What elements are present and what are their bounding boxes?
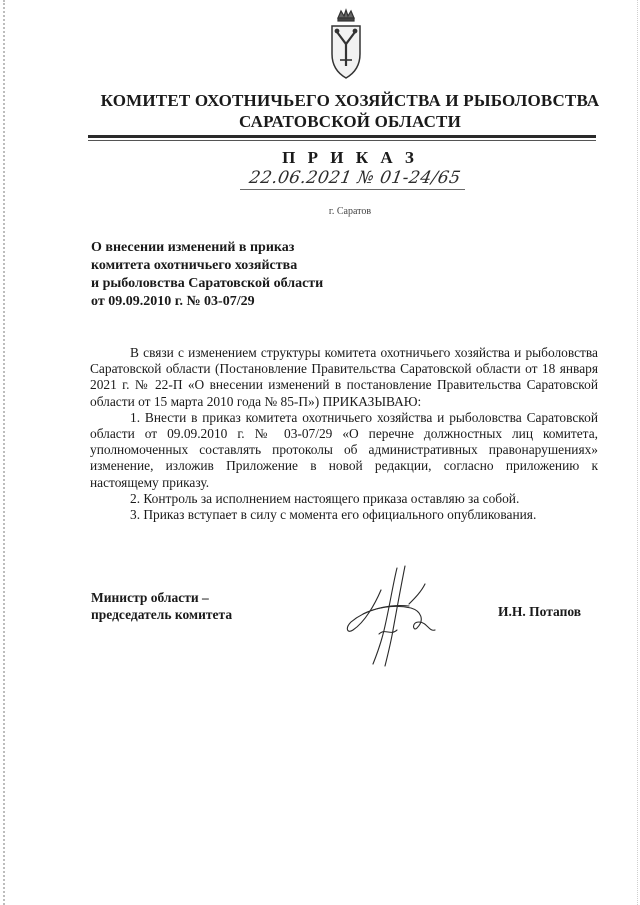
- date-and-number-handwritten: 22.06.2021 № 01-24/65: [247, 168, 463, 188]
- header-divider: [88, 135, 596, 138]
- document-body: [90, 345, 598, 523]
- document-title: [91, 239, 381, 311]
- position-line: Министр области –: [91, 590, 209, 605]
- header-divider-thin: [88, 140, 596, 141]
- city-label: г. Саратов: [328, 206, 372, 217]
- body-paragraph-item2: 2. Контроль за исполнением настоящего приказа оставляю за собой.: [130, 490, 520, 506]
- coat-of-arms-icon: [326, 8, 366, 82]
- body-paragraph-preamble: В связи с изменением структуры комитета охотничьего хозяйства и рыболовства Саратовской области (Постановление Правительства Саратовской области от 18 января 2021 г. № 22-П «О внесении изменений в постановление Правительства Саратовской области от 15 марта 2010 года № 85-П») ПРИКАЗЫВАЮ:: [90, 345, 598, 409]
- organization-name-line2: САРАТОВСКОЙ ОБЛАСТИ: [238, 112, 462, 131]
- title-line: от 09.09.2010 г. № 03-07/29: [91, 294, 255, 309]
- signatory-name: И.Н. Потапов: [498, 604, 582, 619]
- body-paragraph-item1: 1. Внести в приказ комитета охотничьего хозяйства и рыболовства Саратовской области от 09.09.2010 г. № 03-07/29 «О перечне должностных лиц комитета, уполномоченных составлять протоколы об административных правонарушениях» изменение, изложив Приложение в новой редакции, согласно приложению к настоящему приказу.: [90, 409, 598, 490]
- title-line: комитета охотничьего хозяйства: [91, 258, 298, 273]
- document-type: П Р И К А З: [282, 148, 418, 167]
- scan-edge-left: [3, 0, 7, 905]
- title-line: и рыболовства Саратовской области: [91, 276, 324, 291]
- scan-edge-right: [637, 0, 639, 905]
- signatory-position: [91, 589, 232, 623]
- date-underline: [240, 189, 465, 190]
- body-paragraph-item3: 3. Приказ вступает в силу с момента его официального опубликования.: [130, 507, 537, 523]
- title-line: О внесении изменений в приказ: [91, 240, 295, 255]
- organization-name-line1: КОМИТЕТ ОХОТНИЧЬЕГО ХОЗЯЙСТВА И РЫБОЛОВСТВА: [100, 91, 600, 110]
- position-line: председатель комитета: [91, 607, 233, 622]
- handwritten-signature: [335, 564, 445, 674]
